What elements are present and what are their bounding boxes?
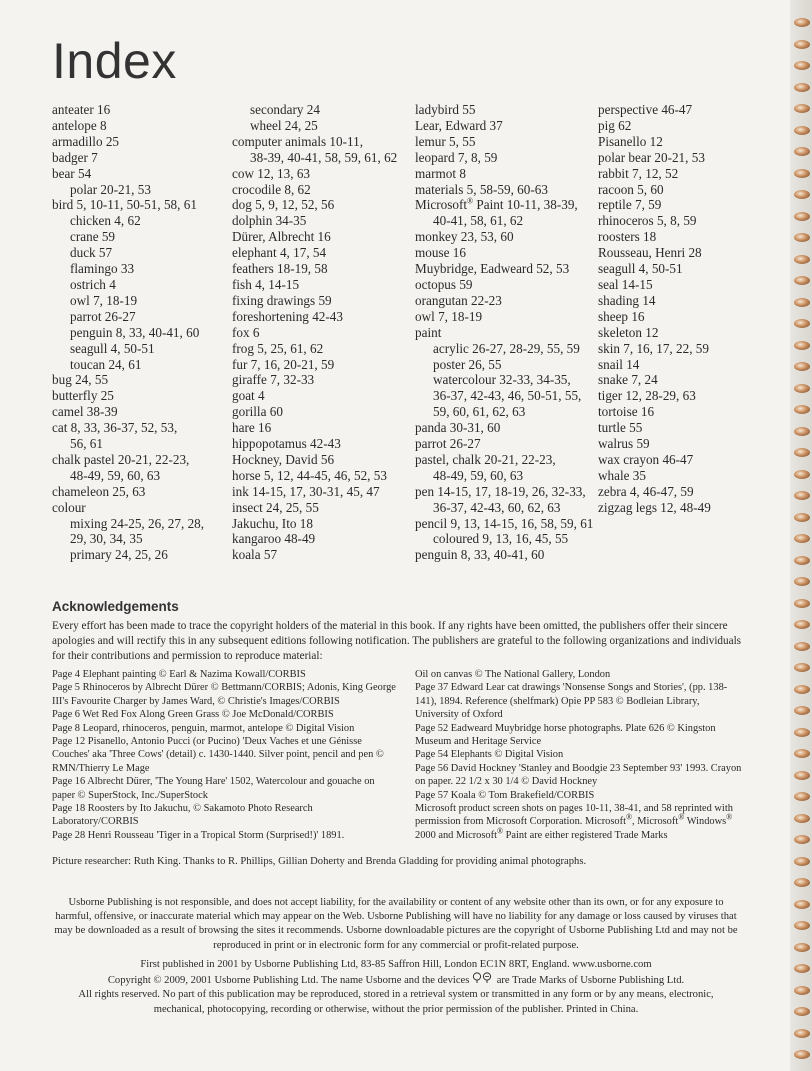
index-entry: giraffe 7, 32-33 [232,372,315,388]
index-entry: camel 38-39 [52,404,118,420]
binding-ring [794,943,810,952]
index-entry: secondary 24 [250,102,320,117]
credit-line: Page 37 Edward Lear cat drawings 'Nonsense Songs and Stories', (pp. 138-141), 1894. Reference (shelfmark) Opie PP 583 © Bodleian Library, University of Oxford [415,682,728,721]
index-entry: poster 26, 55 [433,356,502,372]
binding-ring [794,169,810,178]
microsoft-credit: Microsoft product screen shots on pages 10-11, 38-41, and 58 reprinted with permission from Microsoft Corporation. Microsoft®, Microsoft® Windows® 2000 and Microsoft® Paint are either registered Trade Marks [415,803,733,841]
credits-left [52,668,397,842]
imprint [52,958,740,1017]
binding-ring [794,857,810,866]
binding-ring [794,900,810,909]
index-column-3 [415,102,595,563]
index-entry: wax crayon 46-47 [598,451,694,467]
binding-ring [794,663,810,672]
binding-ring [794,620,810,629]
index-entry: walrus 59 [598,436,650,452]
binding-ring [794,362,810,371]
index-entry: mouse 16 [415,245,466,261]
credit-line: Page 18 Roosters by Ito Jakuchu, © Sakamoto Photo Research Laboratory/CORBIS [52,803,313,828]
index-entry: Lear, Edward 37 [415,117,503,133]
index-entry: crane 59 [70,229,116,245]
index-entry: turtle 55 [598,420,643,436]
index-entry: penguin 8, 33, 40-41, 60 [415,547,545,563]
index-entry: rhinoceros 5, 8, 59 [598,213,697,229]
index-entry: fish 4, 14-15 [232,276,300,292]
index-entry: Hockney, David 56 [232,451,335,467]
binding-ring [794,792,810,801]
binding-ring [794,964,810,973]
credit-line: Page 8 Leopard, rhinoceros, penguin, marmot, antelope © Digital Vision [52,722,355,734]
binding-ring [794,1029,810,1038]
index-entry: seal 14-15 [598,276,653,292]
imprint-line-2: Copyright © 2009, 2001 Usborne Publishing Ltd. The name Usborne and the devices are Trade Marks of Usborne Publishing Ltd. [52,972,740,988]
index-entry: horse 5, 12, 44-45, 46, 52, 53 [232,467,387,483]
index-entry: duck 57 [70,245,113,261]
index-entry: koala 57 [232,547,278,563]
binding-ring [794,298,810,307]
index-entry: 36-37, 42-43, 60, 62, 63 [433,499,561,515]
index-entry: zigzag legs 12, 48-49 [598,499,711,515]
index-entry: acrylic 26-27, 28-29, 55, 59 [433,340,580,356]
binding-ring [794,18,810,27]
disclaimer: Usborne Publishing is not responsible, and does not accept liability, for the availability or content of any website other than its own, or for any exposure to harmful, offensive, or inaccurate material which may appear on the Web. Usborne Publishing will have no liability for any damage or loss caused by viruses that may be downloaded as a result of browsing the sites it recommends. Usborne downloadable pictures are the copyright of Usborne Publishing Ltd and may not be reproduced in print or in electronic form for any commercial or profit-related purpose. [54,897,738,951]
binding-ring [794,513,810,522]
index-entry: monkey 23, 53, 60 [415,229,514,245]
index-entry: colour [52,499,86,515]
index-entry: seagull 4, 50-51 [70,340,155,356]
index-column-1 [52,102,222,563]
index-entry: reptile 7, 59 [598,197,662,213]
index-entry: dog 5, 9, 12, 52, 56 [232,197,335,213]
index-entry: zebra 4, 46-47, 59 [598,483,694,499]
binding-ring [794,341,810,350]
credit-line: Page 56 David Hockney 'Stanley and Boodgie 23 September 93' 1993. Crayon on paper. 22 1/2 x 30 1/4 © David Hockney [415,762,742,788]
binding-ring [794,212,810,221]
index-entry: 38-39, 40-41, 58, 59, 61, 62 [250,149,398,165]
index-entry: chalk pastel 20-21, 22-23, [52,451,190,467]
credit-line: Page 28 Henri Rousseau 'Tiger in a Tropical Storm (Surprised!)' 1891. [52,829,345,841]
index-entry: armadillo 25 [52,133,120,149]
index-entry: butterfly 25 [52,388,114,404]
index-entry: ladybird 55 [415,102,476,117]
index-entry: bug 24, 55 [52,372,109,388]
binding-ring [794,104,810,113]
binding-ring [794,706,810,715]
binding-ring [794,642,810,651]
index-entry: seagull 4, 50-51 [598,261,683,277]
index-entry: chameleon 25, 63 [52,483,146,499]
index-entry: wheel 24, 25 [250,117,318,133]
index-entry: Muybridge, Eadweard 52, 53 [415,261,570,277]
index-entry: shading 14 [598,292,656,308]
imprint-line-3: All rights reserved. No part of this publication may be reproduced, stored in a retrieval system or transmitted in any form or by any means, electronic, mechanical, photocopying, recording or otherwise, without the prior permission of the publisher. Printed in China. [78,989,714,1015]
index-entry: Rousseau, Henri 28 [598,245,702,261]
index-entry: primary 24, 25, 26 [70,547,168,563]
credit-line: Oil on canvas © The National Gallery, London [415,669,611,680]
index-entry: 36-37, 42-43, 46, 50-51, 55, [433,388,582,404]
index-entry: orangutan 22-23 [415,292,502,308]
index-entry: fox 6 [232,324,260,340]
index-entry: 40-41, 58, 61, 62 [433,213,524,229]
index-entry: chicken 4, 62 [70,213,141,229]
binding-ring [794,427,810,436]
binding-ring [794,728,810,737]
index-entry: frog 5, 25, 61, 62 [232,340,324,356]
index-entry: flamingo 33 [70,261,135,277]
binding-ring [794,556,810,565]
index-entry: snake 7, 24 [598,372,658,388]
binding-ring [794,986,810,995]
acknowledgements-heading: Acknowledgements [52,599,179,614]
credit-line: Page 54 Elephants © Digital Vision [415,749,564,761]
credit-line: Page 6 Wet Red Fox Along Green Grass © Joe McDonald/CORBIS [52,709,334,721]
index-entry: 56, 61 [70,436,103,452]
index-entry: panda 30-31, 60 [415,420,501,436]
binding-ring [794,61,810,70]
index-entry: antelope 8 [52,117,107,133]
binding-ring [794,921,810,930]
credit-line: Page 16 Albrecht Dürer, 'The Young Hare' 1502, Watercolour and gouache on paper © SuperStock, Inc./SuperStock [52,776,375,801]
index-entry: leopard 7, 8, 59 [415,149,498,165]
index-entry: 48-49, 59, 60, 63 [70,467,161,483]
index-entry: parrot 26-27 [70,308,136,324]
index-entry: polar bear 20-21, 53 [598,149,705,165]
index-entry: kangaroo 48-49 [232,531,316,547]
index-entry: ink 14-15, 17, 30-31, 45, 47 [232,483,380,499]
binding-ring [794,685,810,694]
index-entry: tortoise 16 [598,404,655,420]
index-entry: snail 14 [598,356,640,372]
index-entry: Microsoft® Paint 10-11, 38-39, [415,197,578,213]
index-column-2 [232,102,412,563]
binding-ring [794,491,810,500]
binding-ring [794,771,810,780]
index-entry: materials 5, 58-59, 60-63 [415,181,548,197]
binding-ring [794,233,810,242]
index-entry: parrot 26-27 [415,436,481,452]
index-entry: rabbit 7, 12, 52 [598,165,679,181]
binding-ring [794,749,810,758]
index-entry: Pisanello 12 [598,133,663,149]
binding-ring [794,255,810,264]
index-entry: foreshortening 42-43 [232,308,343,324]
index-entry: dolphin 34-35 [232,213,307,229]
acknowledgements-intro: Every effort has been made to trace the copyright holders of the material in this book. If any rights have been omitted, the publishers offer their sincere apologies and will rectify this in any subsequent editions following notification. The publishers are grateful to the following organizations and individuals for their contributions and permission to reproduce material: [52,620,742,663]
binding-ring [794,190,810,199]
credit-line: Page 4 Elephant painting © Earl & Nazima Kowall/CORBIS [52,669,306,680]
index-entry: anteater 16 [52,102,111,117]
index-entry: owl 7, 18-19 [70,292,138,308]
index-entry: mixing 24-25, 26, 27, 28, [70,515,205,531]
index-entry: badger 7 [52,149,98,165]
page-title: Index [52,33,177,89]
index-entry: fur 7, 16, 20-21, 59 [232,356,335,372]
index-entry: 59, 60, 61, 62, 63 [433,404,526,420]
index-entry: crocodile 8, 62 [232,181,311,197]
index-entry: roosters 18 [598,229,657,245]
binding-ring [794,405,810,414]
binding-ring [794,126,810,135]
index-entry: tiger 12, 28-29, 63 [598,388,696,404]
index-entry: computer animals 10-11, [232,133,363,149]
binding-ring [794,40,810,49]
index-entry: pen 14-15, 17, 18-19, 26, 32-33, [415,483,586,499]
binding-ring [794,319,810,328]
binding-ring [794,147,810,156]
credit-line: Page 12 Pisanello, Antonio Pucci (or Pucino) 'Deux Vaches et une Génisse Couches' aka 'Three Cows' (detail) c. 1430-1440. Silver point, pencil and pen © RMN/Thierry Le Mage [52,736,384,774]
binding-ring [794,835,810,844]
index-entry: octopus 59 [415,276,473,292]
index-entry: pastel, chalk 20-21, 22-23, [415,451,556,467]
index-entry: bird 5, 10-11, 50-51, 58, 61 [52,197,197,213]
index-entry: penguin 8, 33, 40-41, 60 [70,324,200,340]
index-entry: gorilla 60 [232,404,283,420]
index-entry: fixing drawings 59 [232,292,332,308]
index-entry: pig 62 [598,117,632,133]
index-entry: elephant 4, 17, 54 [232,245,327,261]
binding-ring [794,577,810,586]
index-entry: owl 7, 18-19 [415,308,483,324]
index-entry: Dürer, Albrecht 16 [232,229,331,245]
binding-ring [794,276,810,285]
binding-ring [794,470,810,479]
usborne-balloon-logo-icon [472,972,494,984]
index-entry: 48-49, 59, 60, 63 [433,467,524,483]
index-entry: coloured 9, 13, 16, 45, 55 [433,531,569,547]
binding-ring [794,599,810,608]
index-entry: cat 8, 33, 36-37, 52, 53, [52,420,178,436]
binding-ring [794,1007,810,1016]
binding-ring [794,1050,810,1059]
index-entry: watercolour 32-33, 34-35, [433,372,571,388]
index-entry: marmot 8 [415,165,466,181]
index-column-4 [598,102,778,516]
picture-researcher-note: Picture researcher: Ruth King. Thanks to R. Phillips, Gillian Doherty and Brenda Gladding for providing animal photographs. [52,856,587,867]
index-entry: Jakuchu, Ito 18 [232,515,313,531]
index-entry: hare 16 [232,420,272,436]
index-entry: 29, 30, 34, 35 [70,531,143,547]
imprint-line-1: First published in 2001 by Usborne Publishing Ltd, 83-85 Saffron Hill, London EC1N 8RT, England. www.usborne.com [140,959,652,970]
index-entry: sheep 16 [598,308,645,324]
binding-ring [794,814,810,823]
index-entry: ostrich 4 [70,276,116,292]
binding-ring [794,83,810,92]
index-entry: skeleton 12 [598,324,659,340]
index-entry: perspective 46-47 [598,102,693,117]
index-entry: insect 24, 25, 55 [232,499,319,515]
credit-line: Page 5 Rhinoceros by Albrecht Dürer © Bettmann/CORBIS; Adonis, King George III's Favourite Charger by James Ward, © Christie's Images/CORBIS [52,682,396,707]
binding-ring [794,534,810,543]
index-entry: skin 7, 16, 17, 22, 59 [598,340,709,356]
index-entry: feathers 18-19, 58 [232,261,328,277]
credit-line: Page 52 Eadweard Muybridge horse photographs. Plate 626 © Kingston Museum and Heritage Service [415,722,716,748]
index-entry: cow 12, 13, 63 [232,165,311,181]
binding-ring [794,384,810,393]
index-entry: polar 20-21, 53 [70,181,151,197]
index-entry: pencil 9, 13, 14-15, 16, 58, 59, 61 [415,515,594,531]
index-entry: hippopotamus 42-43 [232,436,341,452]
spiral-binding [790,0,812,1071]
credit-line: Page 57 Koala © Tom Brakefield/CORBIS [415,789,595,801]
index-entry: paint [415,324,442,340]
index-entry: lemur 5, 55 [415,133,476,149]
index-entry: whale 35 [598,467,646,483]
index-entry: toucan 24, 61 [70,356,142,372]
index-entry: bear 54 [52,165,92,181]
index-entry: racoon 5, 60 [598,181,664,197]
index-entry: goat 4 [232,388,265,404]
binding-ring [794,448,810,457]
credits-right [415,668,745,842]
binding-ring [794,878,810,887]
